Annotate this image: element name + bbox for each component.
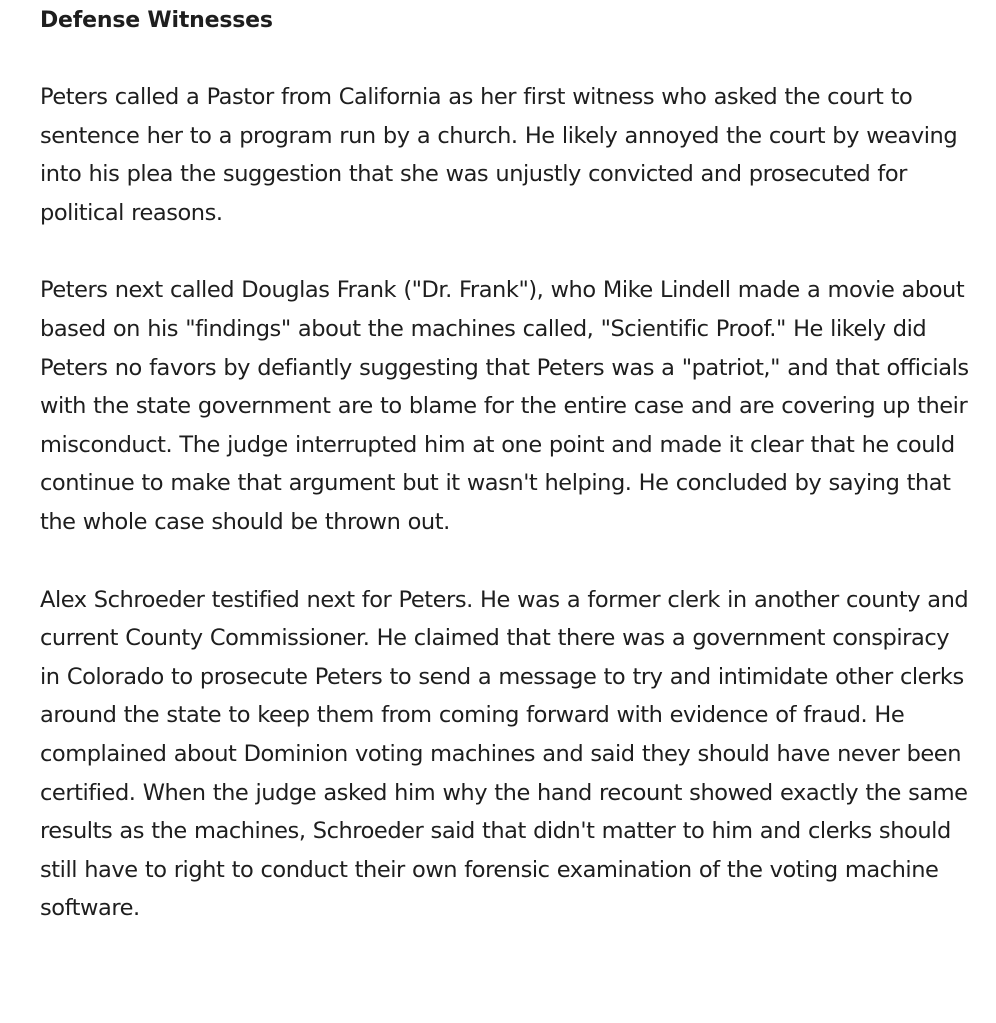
article-body <box>40 0 970 928</box>
paragraph-pastor-witness: Peters called a Pastor from California as her first witness who asked the court to sentence her to a program run by a church. He likely annoyed the court by weaving into his plea the suggestion that she was unjustly convicted and prosecuted for political reasons. <box>40 84 958 226</box>
paragraph-douglas-frank-witness: Peters next called Douglas Frank ("Dr. Frank"), who Mike Lindell made a movie about based on his "findings" about the machines called, "Scientific Proof." He likely did Peters no favors by defiantly suggesting that Peters was a "patriot," and that officials with the state government are to blame for the entire case and are covering up their misconduct. The judge interrupted him at one point and made it clear that he could continue to make that argument but it wasn't helping. He concluded by saying that the whole case should be thrown out. <box>40 277 969 535</box>
section-heading: Defense Witnesses <box>40 8 273 33</box>
paragraph-alex-schroeder-witness: Alex Schroeder testified next for Peters. He was a former clerk in another county and current County Commissioner. He claimed that there was a government conspiracy in Colorado to prosecute Peters to send a message to try and intimidate other clerks around the state to keep them from coming forward with evidence of fraud. He complained about Dominion voting machines and said they should have never been certified. When the judge asked him why the hand recount showed exactly the same results as the machines, Schroeder said that didn't matter to him and clerks should still have to right to conduct their own forensic examination of the voting machine software. <box>40 586 969 922</box>
